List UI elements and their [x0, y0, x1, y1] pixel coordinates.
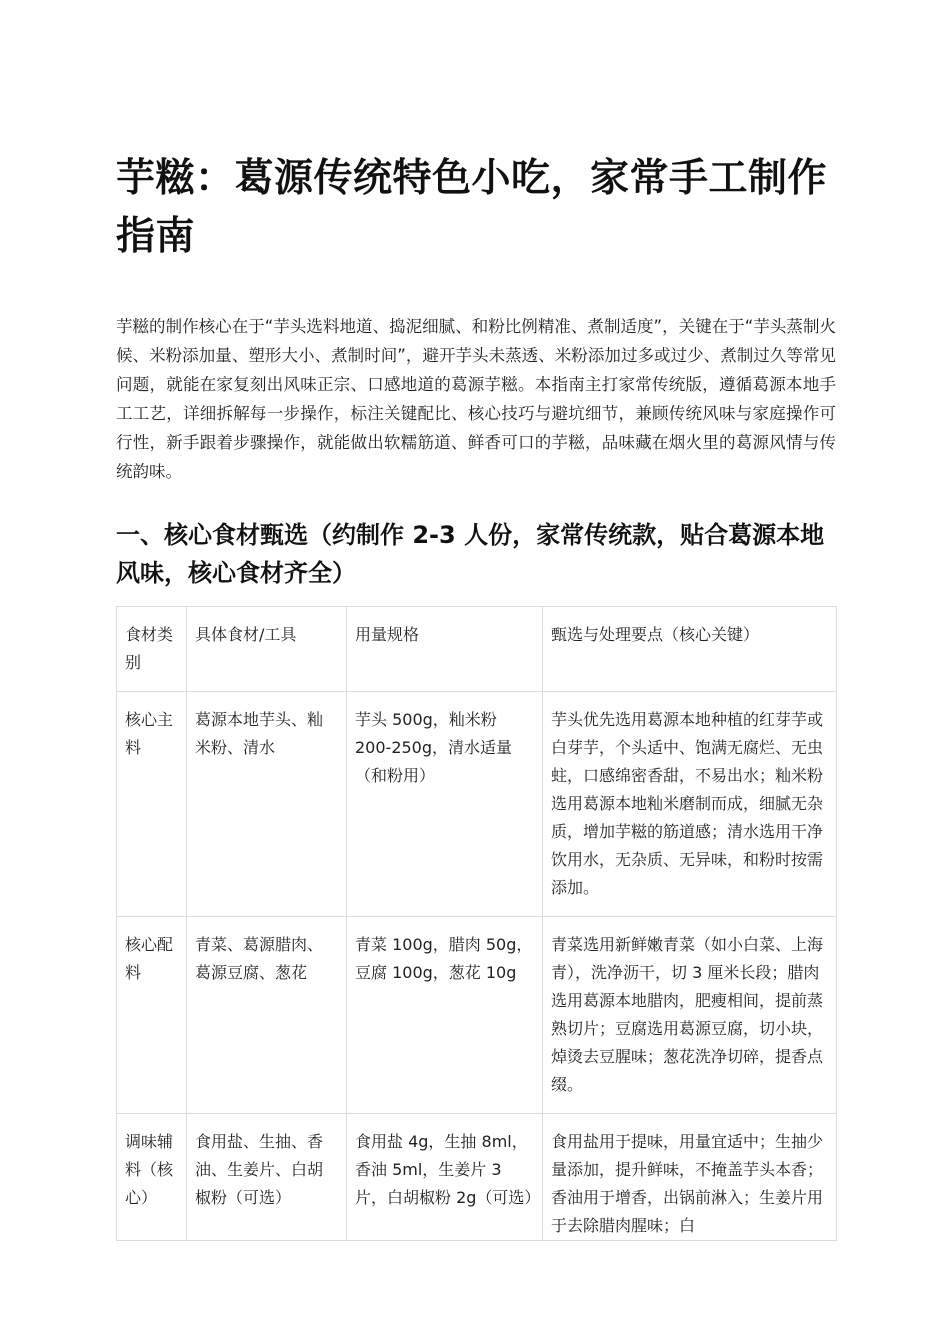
intro-paragraph: 芋糍的制作核心在于“芋头选料地道、捣泥细腻、和粉比例精准、煮制适度”，关键在于“芋头蒸制火候、米粉添加量、塑形大小、煮制时间”，避开芋头未蒸透、米粉添加过多或过少、煮制过久等常见问题，就能在家复刻出风味正宗、口感地道的葛源芋糍。本指南主打家常传统版，遵循葛源本地手工工艺，详细拆解每一步操作，标注关键配比、核心技巧与避坑细节，兼顾传统风味与家庭操作可行性，新手跟着步骤操作，就能做出软糯筋道、鲜香可口的芋糍，品味藏在烟火里的葛源风情与传统韵味。: [116, 317, 836, 481]
table-cell-amount: 芋头 500g，籼米粉 200-250g，清水适量（和粉用）: [347, 692, 543, 917]
table-header-cell: 食材类别: [117, 607, 187, 692]
table-cell-amount: 青菜 100g，腊肉 50g，豆腐 100g，葱花 10g: [347, 917, 543, 1114]
table-cell-notes: 食用盐用于提味，用量宜适中；生抽少量添加，提升鲜味，不掩盖芋头本香；香油用于增香，出锅前淋入；生姜片用于去除腊肉腥味；白: [543, 1114, 837, 1241]
table-cell-notes: 芋头优先选用葛源本地种植的红芽芋或白芽芋，个头适中、饱满无腐烂、无虫蛀，口感绵密香甜，不易出水；籼米粉选用葛源本地籼米磨制而成，细腻无杂质，增加芋糍的筋道感；清水选用干净饮用水，无杂质、无异味，和粉时按需添加。: [543, 692, 837, 917]
ingredients-table: [116, 606, 837, 1241]
table-cell-category: 核心主料: [117, 692, 187, 917]
table-cell-notes: 青菜选用新鲜嫩青菜（如小白菜、上海青），洗净沥干，切 3 厘米长段；腊肉选用葛源本地腊肉，肥瘦相间，提前蒸熟切片；豆腐选用葛源豆腐，切小块，焯烫去豆腥味；葱花洗净切碎，提香点缀。: [543, 917, 837, 1114]
table-header-row: [117, 607, 837, 692]
page-title: 芋糍：葛源传统特色小吃，家常手工制作指南: [116, 156, 828, 259]
table-header-cell: 具体食材/工具: [187, 607, 347, 692]
table-cell-items: 食用盐、生抽、香油、生姜片、白胡椒粉（可选）: [187, 1114, 347, 1241]
table-header-cell: 甄选与处理要点（核心关键）: [543, 607, 837, 692]
table-cell-amount: 食用盐 4g，生抽 8ml，香油 5ml，生姜片 3 片，白胡椒粉 2g（可选）: [347, 1114, 543, 1241]
section-heading-ingredients: 一、核心食材甄选（约制作 2-3 人份，家常传统款，贴合葛源本地风味，核心食材齐全）: [116, 521, 825, 587]
table-row: [117, 692, 837, 917]
document-content: [116, 150, 836, 1241]
table-header-cell: 用量规格: [347, 607, 543, 692]
table-row: [117, 917, 837, 1114]
table-cell-items: 青菜、葛源腊肉、葛源豆腐、葱花: [187, 917, 347, 1114]
table-cell-items: 葛源本地芋头、籼米粉、清水: [187, 692, 347, 917]
table-cell-category: 核心配料: [117, 917, 187, 1114]
table-row: [117, 1114, 837, 1241]
table-cell-category: 调味辅料（核心）: [117, 1114, 187, 1241]
